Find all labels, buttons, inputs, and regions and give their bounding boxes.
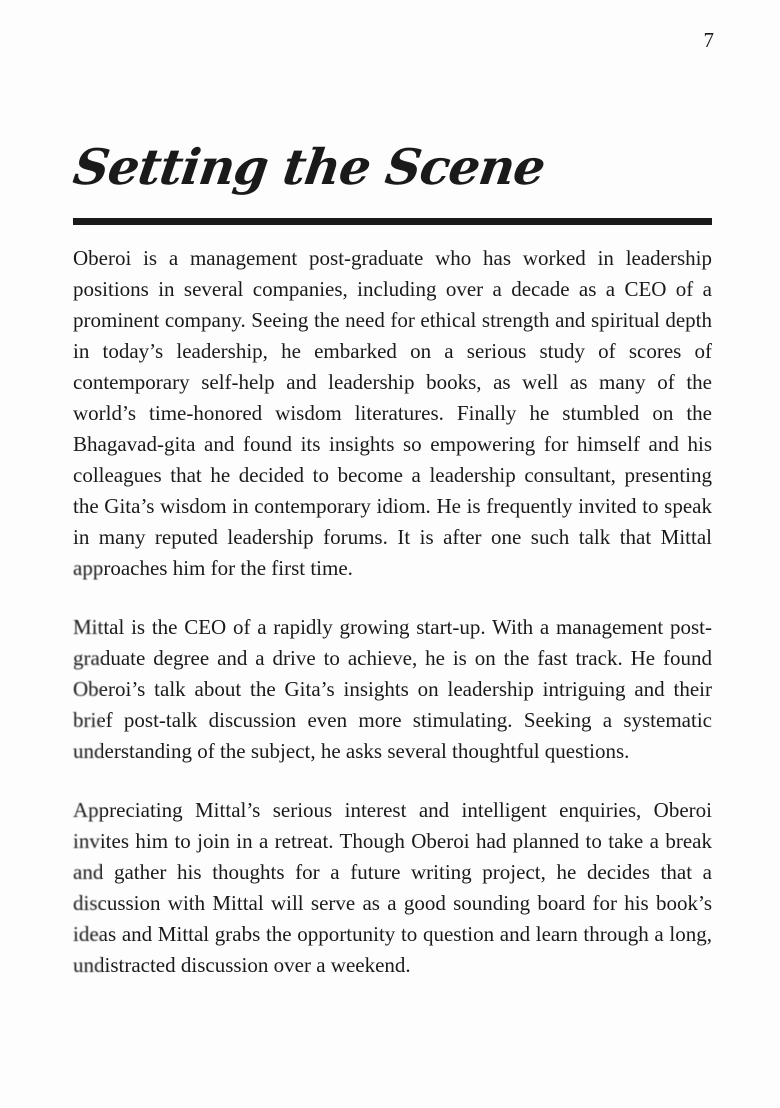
title-rule-divider <box>73 218 712 225</box>
paragraph-oberoi-intro: Oberoi is a management post-graduate who has worked in leadership positions in several companies, including over a decade as a CEO of a prominent company. Seeing the need for ethical strength and spiritual depth in today’s leadership, he embarked on a serious study of scores of contemporary self-help and leadership books, as well as many of the world’s time-honored wisdom literatures. Finally he stumbled on the Bhagavad-gita and found its insights so empowering for himself and his colleagues that he decided to become a leadership consultant, presenting the Gita’s wisdom in contemporary idiom. He is frequently invited to speak in many reputed leadership forums. It is after one such talk that Mittal approaches him for the first time. <box>73 246 712 580</box>
page-number: 7 <box>703 28 714 52</box>
chapter-title: Setting the Scene <box>70 138 549 196</box>
body-text <box>73 243 712 1009</box>
paragraph-retreat-setup: Appreciating Mittal’s serious interest and intelligent enquiries, Oberoi invites him to join in a retreat. Though Oberoi had planned to take a break and gather his thoughts for a future writing project, he decides that a discussion with Mittal will serve as a good sounding board for his book’s ideas and Mittal grabs the opportunity to question and learn through a long, undistracted discussion over a weekend. <box>73 798 712 977</box>
paragraph-mittal-intro: Mittal is the CEO of a rapidly growing start-up. With a management post-graduate degree and a drive to achieve, he is on the fast track. He found Oberoi’s talk about the Gita’s insights on leadership intriguing and their brief post-talk discussion even more stimulating. Seeking a systematic understanding of the subject, he asks several thoughtful questions. <box>73 615 712 763</box>
